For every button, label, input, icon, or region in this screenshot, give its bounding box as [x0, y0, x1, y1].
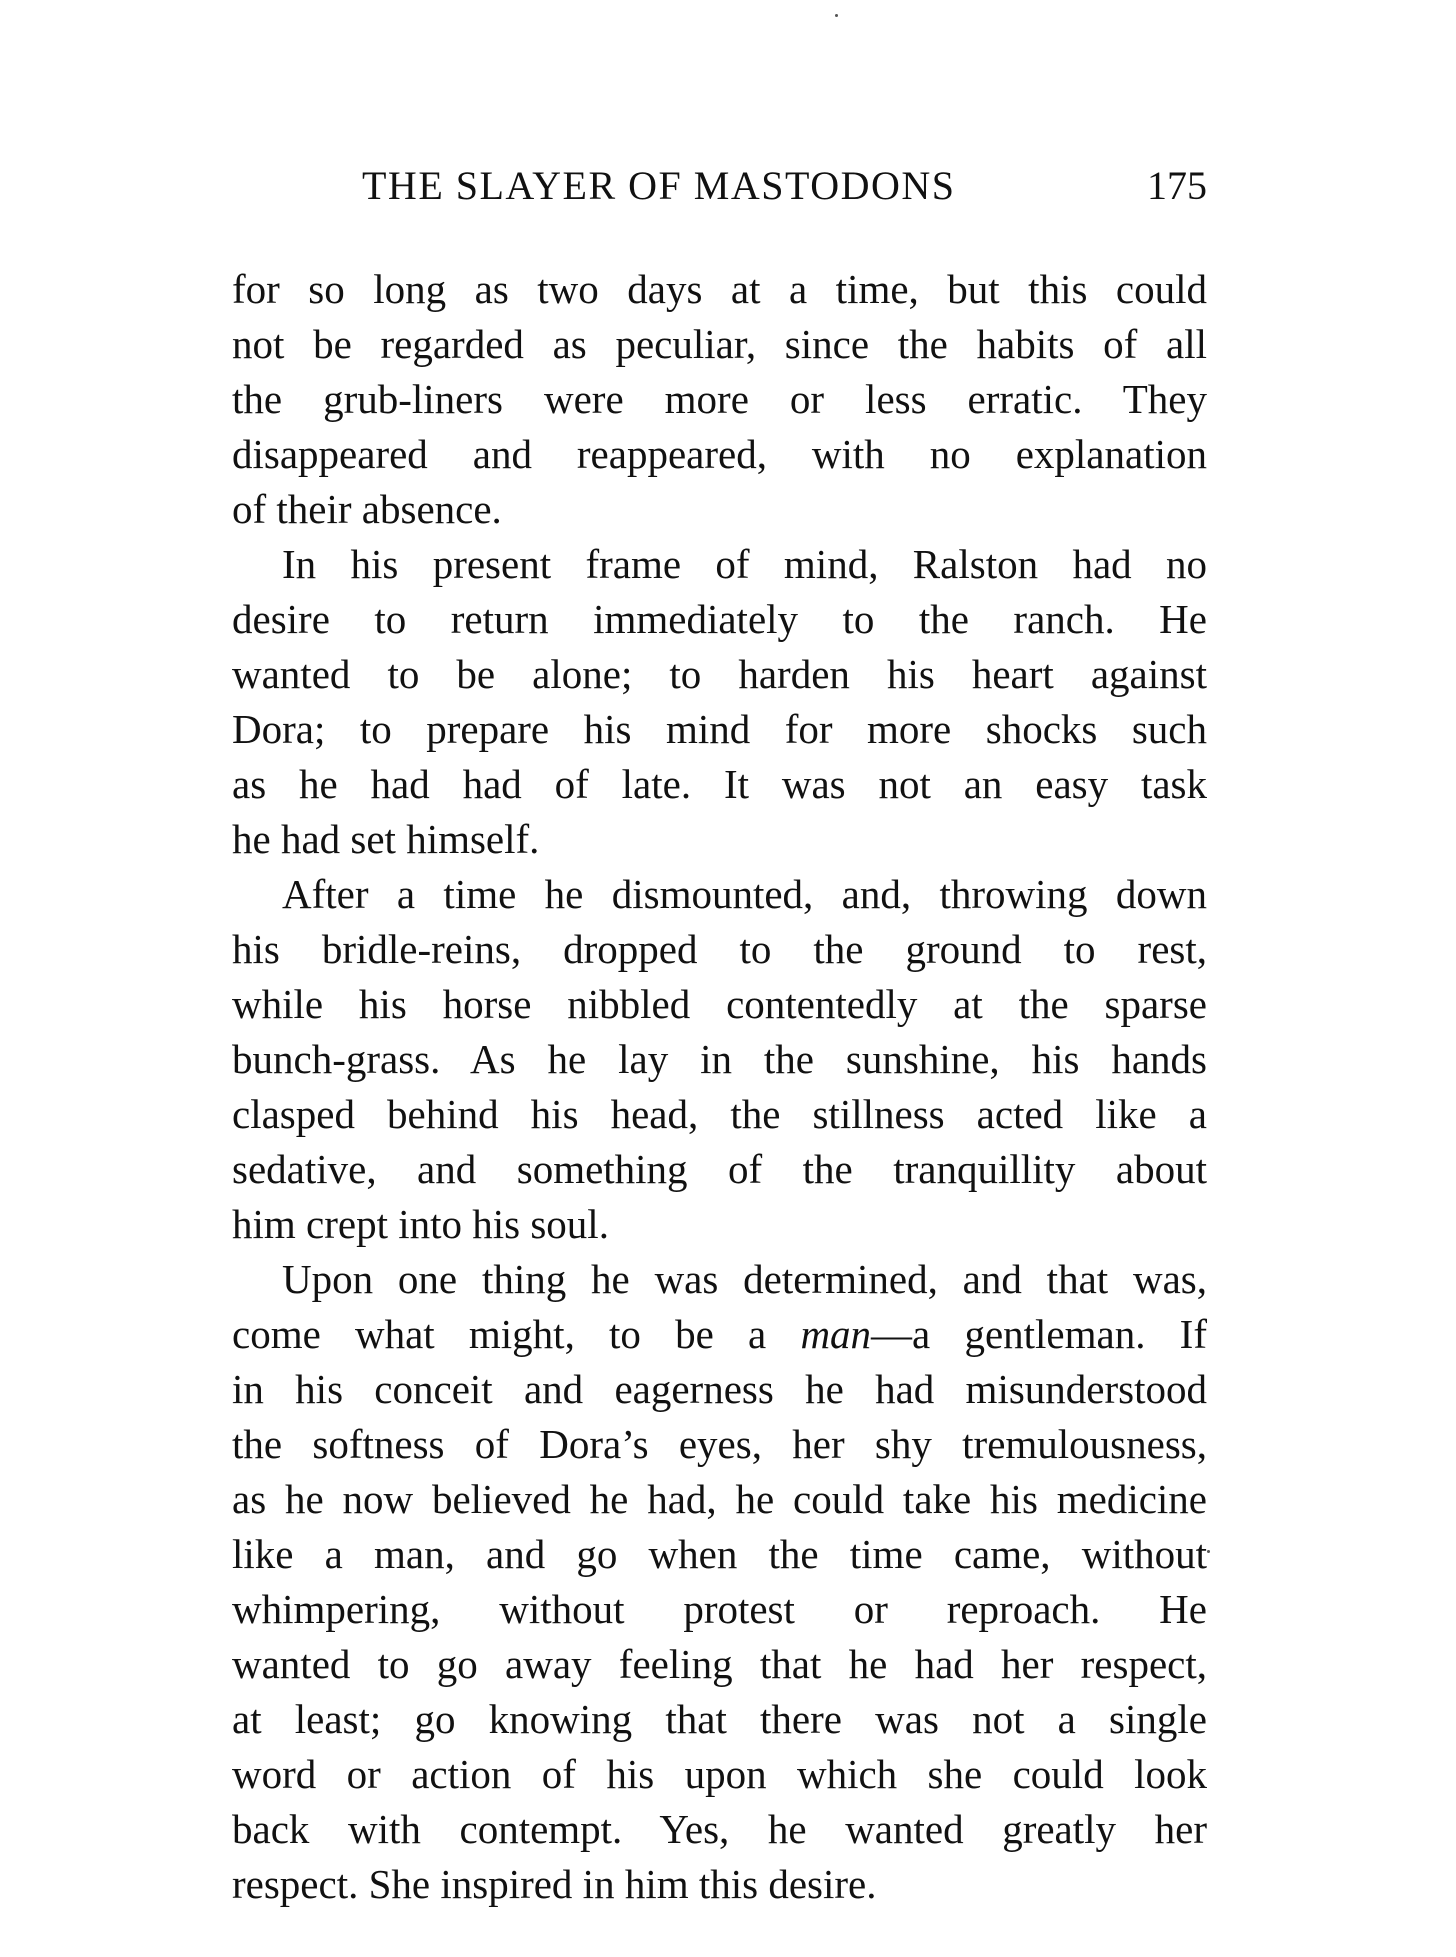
text-line: bunch-grass. As he lay in the sunshine, his hands [232, 1036, 1207, 1082]
text-line: back with contempt. Yes, he wanted greatly her [232, 1806, 1207, 1852]
text-line: his bridle-reins, dropped to the ground to rest, [232, 926, 1207, 972]
text-line: In his present frame of mind, Ralston had no [282, 541, 1207, 587]
text-line: After a time he dismounted, and, throwing down [282, 871, 1207, 917]
text-line: the softness of Dora’s eyes, her shy tremulousness, [232, 1421, 1207, 1467]
text-line: like a man, and go when the time came, without [232, 1531, 1207, 1577]
text-line: as he now believed he had, he could take his medicine [232, 1476, 1207, 1522]
italic-word: man [800, 1311, 872, 1357]
paragraph [232, 867, 1207, 1252]
page-number: 175 [1147, 163, 1207, 208]
text-line: while his horse nibbled contentedly at the sparse [232, 981, 1207, 1027]
page-header [232, 162, 1207, 222]
text-line: he had set himself. [232, 816, 540, 862]
text-line: respect. She inspired in him this desire. [232, 1861, 877, 1907]
paragraph [232, 262, 1207, 537]
text-line: at least; go knowing that there was not a single [232, 1696, 1207, 1742]
text-line: of their absence. [232, 486, 502, 532]
text-line: sedative, and something of the tranquillity about [232, 1146, 1207, 1192]
paragraph [232, 1252, 1207, 1912]
text-line: whimpering, without protest or reproach. He [232, 1586, 1207, 1632]
text-line: Dora; to prepare his mind for more shocks such [232, 706, 1207, 752]
text-line: as he had had of late. It was not an easy task [232, 761, 1207, 807]
text-line: clasped behind his head, the stillness acted like a [232, 1091, 1207, 1137]
body-text [232, 262, 1207, 1912]
running-head: THE SLAYER OF MASTODONS [362, 163, 956, 208]
text-line: Upon one thing he was determined, and that was, [282, 1256, 1207, 1302]
text-run: —a gentleman. If [871, 1311, 1207, 1357]
text-line: not be regarded as peculiar, since the habits of all [232, 321, 1207, 367]
text-line: desire to return immediately to the ranch. He [232, 596, 1207, 642]
text-line: word or action of his upon which she could look [232, 1751, 1207, 1797]
text-line [232, 1307, 1207, 1362]
ink-speck [835, 14, 838, 17]
text-line: the grub-liners were more or less erratic. They [232, 376, 1207, 422]
text-line: wanted to go away feeling that he had her respect, [232, 1641, 1207, 1687]
text-line: wanted to be alone; to harden his heart against [232, 651, 1207, 697]
text-run: come what might, to be a [232, 1311, 801, 1357]
text-line: for so long as two days at a time, but this could [232, 266, 1207, 312]
text-line: him crept into his soul. [232, 1201, 609, 1247]
text-line: in his conceit and eagerness he had misunderstood [232, 1366, 1207, 1412]
ink-speck [1207, 1550, 1210, 1553]
text-line: disappeared and reappeared, with no explanation [232, 431, 1207, 477]
paragraph [232, 537, 1207, 867]
